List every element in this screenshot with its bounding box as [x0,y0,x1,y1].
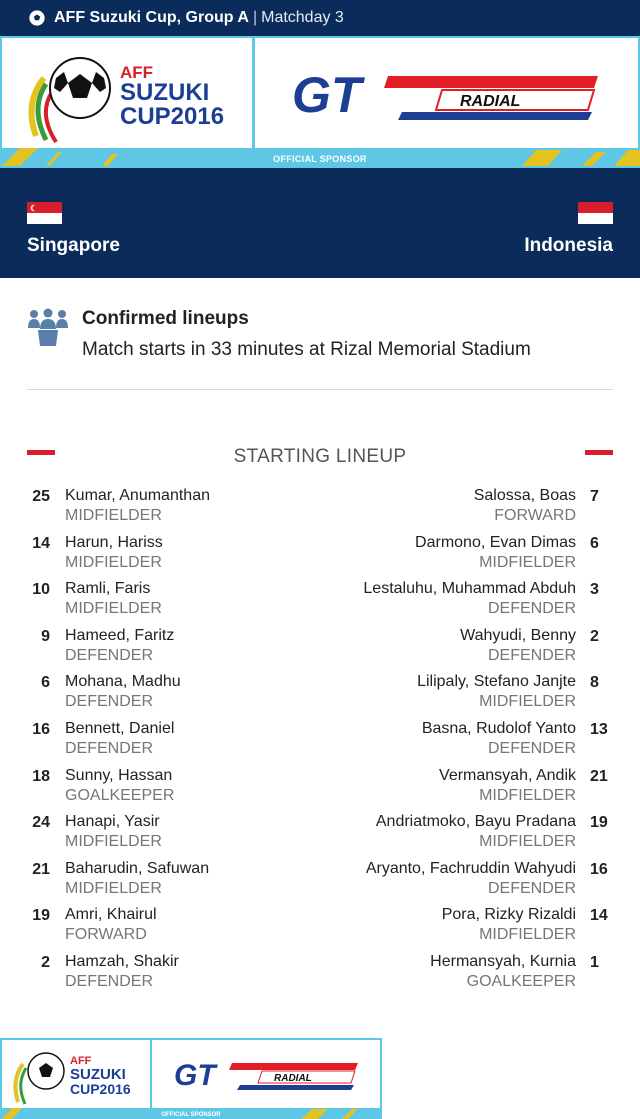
title-separator: | [252,9,258,26]
section-divider [27,389,613,390]
away-player-number: 21 [590,767,608,785]
logo-cup-text-small: CUP2016 [70,1081,131,1097]
home-player-name[interactable]: Amri, Khairul [65,906,157,924]
bottom-sponsor-strip-text: OFFICIAL SPONSOR [161,1112,221,1118]
home-player-position: MIDFIELDER [65,879,162,897]
home-player-name[interactable]: Hanapi, Yasir [65,813,160,831]
home-player-position: MIDFIELDER [65,553,162,571]
home-player-name[interactable]: Hameed, Faritz [65,626,175,644]
away-player-name[interactable]: Vermansyah, Andik [439,766,576,784]
bottom-sponsor-divider [150,1040,152,1110]
logo-cup-text: CUP2016 [120,103,225,130]
logo-suzuki-text-small: SUZUKI [70,1066,126,1083]
away-player-name[interactable]: Wahyudi, Benny [460,626,576,644]
team-group-icon [27,308,69,346]
logo-radial-text-small: RADIAL [274,1073,312,1084]
sponsor-banner[interactable] [0,36,640,168]
away-player-position: DEFENDER [487,739,576,757]
lineup-row [0,626,640,673]
home-player-number: 25 [32,488,50,505]
away-player-name[interactable]: Lestaluhu, Muhammad Abduh [363,580,576,598]
sponsor-strip-text: OFFICIAL SPONSOR [273,154,367,164]
lineup-row [0,766,640,813]
away-team-name[interactable]: Indonesia [524,235,613,256]
top-bar [0,0,640,36]
home-player-number: 9 [41,627,50,645]
away-player-name[interactable]: Basna, Rudolof Yanto [421,719,576,737]
logo-aff-text-small: AFF [70,1055,92,1067]
teams-header [0,168,640,278]
home-player-name[interactable]: Baharudin, Safuwan [65,859,210,877]
away-player-number: 13 [590,720,608,738]
away-player-position: MIDFIELDER [479,553,576,571]
indonesia-flag-icon [578,202,613,224]
lineup-row [0,905,640,952]
home-player-name[interactable]: Ramli, Faris [65,580,151,598]
home-player-position: FORWARD [65,926,147,944]
status-title: Confirmed lineups [82,308,249,329]
away-player-position: MIDFIELDER [479,926,576,944]
aff-suzuki-cup-logo [16,48,242,148]
starting-lineup-header [0,445,640,469]
lineup-list [0,486,640,999]
gt-radial-logo-small [174,1058,360,1092]
away-player-number: 16 [590,860,608,878]
home-player-number: 14 [32,534,50,552]
away-player-name[interactable]: Darmono, Evan Dimas [415,533,576,551]
home-player-name[interactable]: Kumar, Anumanthan [65,487,210,504]
away-mini-flag-icon [585,450,613,460]
sponsor-divider [252,38,255,150]
status-subtitle: Match starts in 33 minutes at Rizal Memorial Stadium [82,339,531,360]
away-player-name[interactable]: Lilipaly, Stefano Janjte [417,673,576,691]
away-player-number: 6 [590,534,599,552]
away-player-number: 14 [590,907,608,925]
home-player-position: GOALKEEPER [65,786,175,804]
home-player-position: MIDFIELDER [65,833,162,851]
away-player-position: MIDFIELDER [479,833,576,851]
bottom-sponsor-strip [2,1108,380,1119]
away-player-name[interactable]: Pora, Rizky Rizaldi [441,906,576,924]
away-player-number: 1 [590,953,599,971]
away-player-position: GOALKEEPER [466,972,576,990]
home-player-position: MIDFIELDER [65,507,162,524]
logo-aff-text: AFF [120,63,154,82]
starting-lineup-title: STARTING LINEUP [233,446,407,467]
away-player-position: MIDFIELDER [479,693,576,711]
logo-suzuki-text: SUZUKI [120,79,210,106]
away-player-number: 7 [590,488,599,505]
home-team-name[interactable]: Singapore [27,235,120,256]
away-player-position: DEFENDER [487,879,576,897]
home-player-position: DEFENDER [65,739,154,757]
lineup-row [0,579,640,626]
away-player-position: DEFENDER [487,646,576,664]
lineup-status [0,278,640,390]
aff-suzuki-cup-logo-small [8,1046,146,1108]
away-player-name[interactable]: Hermansyah, Kurnia [430,952,576,970]
matchday-label: Matchday 3 [261,9,344,26]
home-player-name[interactable]: Bennett, Daniel [65,719,175,737]
away-player-number: 3 [590,581,599,599]
home-player-position: DEFENDER [65,972,154,990]
sponsor-strip [2,148,638,166]
home-player-position: DEFENDER [65,646,154,664]
away-player-name[interactable]: Aryanto, Fachruddin Wahyudi [365,859,576,877]
logo-gt-text: GT [292,68,362,123]
gt-radial-logo [292,68,602,124]
away-player-number: 19 [590,814,608,832]
home-player-position: MIDFIELDER [65,600,162,618]
home-player-name[interactable]: Hamzah, Shakir [65,952,179,970]
football-icon [28,9,46,27]
lineup-row [0,859,640,906]
away-player-name[interactable]: Salossa, Boas [473,487,576,504]
home-player-number: 2 [41,953,50,971]
home-player-number: 19 [32,907,50,925]
home-player-name[interactable]: Sunny, Hassan [65,766,173,784]
lineup-row [0,812,640,859]
home-player-number: 6 [41,674,50,692]
home-player-number: 21 [32,860,50,878]
singapore-flag-icon [27,202,62,224]
away-player-number: 2 [590,627,599,645]
lineup-row [0,533,640,580]
away-player-position: FORWARD [494,507,576,524]
home-player-number: 24 [32,814,50,832]
away-player-position: MIDFIELDER [479,786,576,804]
lineup-row [0,486,640,533]
home-player-name[interactable]: Mohana, Madhu [65,673,181,691]
logo-gt-text-small: GT [174,1059,216,1092]
away-player-number: 8 [590,674,599,692]
lineup-row [0,719,640,766]
home-player-number: 18 [32,767,50,785]
home-player-position: DEFENDER [65,693,154,711]
lineup-row [0,672,640,719]
home-player-name[interactable]: Harun, Hariss [65,533,163,551]
away-player-position: DEFENDER [487,600,576,618]
logo-radial-text: RADIAL [460,93,521,110]
away-player-name[interactable]: Andriatmoko, Bayu Pradana [375,813,576,831]
home-player-number: 16 [32,720,50,738]
bottom-sponsor-banner[interactable] [0,1038,382,1119]
competition-name: AFF Suzuki Cup, Group A [54,9,249,26]
home-player-number: 10 [32,581,50,599]
lineup-row [0,952,640,999]
